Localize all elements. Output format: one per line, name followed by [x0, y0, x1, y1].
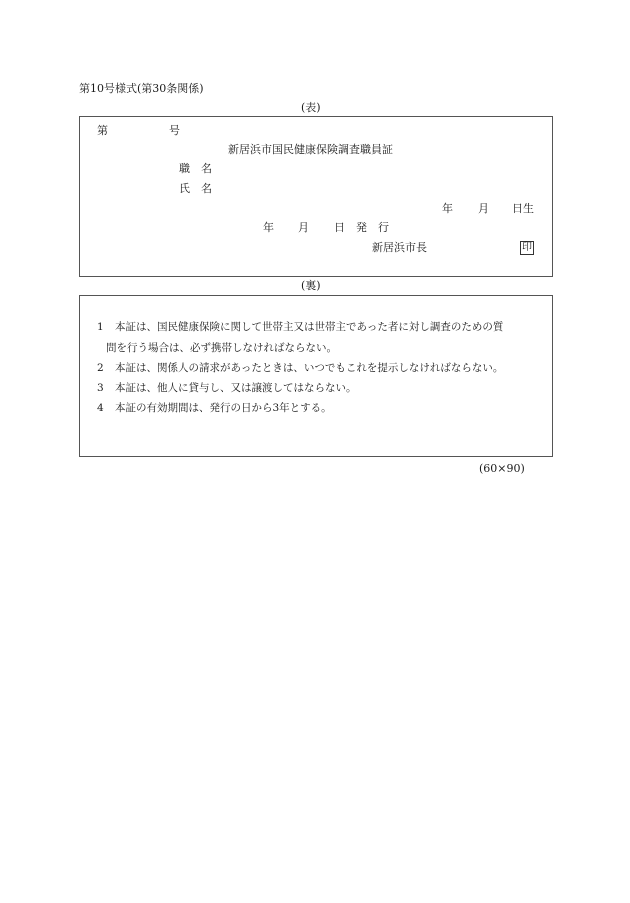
- issue-day-label: 日: [334, 221, 345, 234]
- front-card-frame: [79, 116, 553, 277]
- name-label: 氏 名: [179, 182, 212, 195]
- size-note: (60×90): [479, 462, 525, 475]
- issue-word: 発 行: [356, 221, 389, 234]
- note-number: 4: [97, 402, 104, 414]
- birth-year-label: 年: [442, 202, 453, 215]
- note-text: 本証は、関係人の請求があったときは、いつでもこれを提示しなければならない。: [115, 362, 504, 374]
- card-number-prefix: 第: [97, 124, 108, 137]
- birth-day-label: 日生: [512, 202, 534, 215]
- position-label: 職 名: [179, 162, 212, 175]
- issue-year-label: 年: [263, 221, 274, 234]
- issue-month-label: 月: [298, 221, 309, 234]
- note-text: 本証の有効期間は、発行の日から3年とする。: [115, 402, 332, 414]
- note-number: 3: [97, 382, 104, 394]
- back-heading: (裏): [301, 279, 321, 292]
- note-text: 本証は、国民健康保険に関して世帯主又は世帯主であった者に対し調査のための質: [115, 321, 504, 333]
- note-text-continued: 問を行う場合は、必ず携帯しなければならない。: [106, 342, 337, 354]
- birth-month-label: 月: [478, 202, 489, 215]
- front-heading: (表): [301, 101, 321, 114]
- note-number: 1: [97, 321, 104, 333]
- form-title: 第10号様式(第30条関係): [79, 82, 204, 95]
- card-title: 新居浜市国民健康保険調査職員証: [228, 143, 393, 156]
- note-number: 2: [97, 362, 104, 374]
- seal-stamp: 印: [522, 242, 532, 253]
- back-card-frame: [79, 295, 553, 457]
- card-number-suffix: 号: [169, 124, 180, 137]
- note-text: 本証は、他人に貸与し、又は譲渡してはならない。: [115, 382, 357, 394]
- mayor-title: 新居浜市長: [372, 241, 427, 254]
